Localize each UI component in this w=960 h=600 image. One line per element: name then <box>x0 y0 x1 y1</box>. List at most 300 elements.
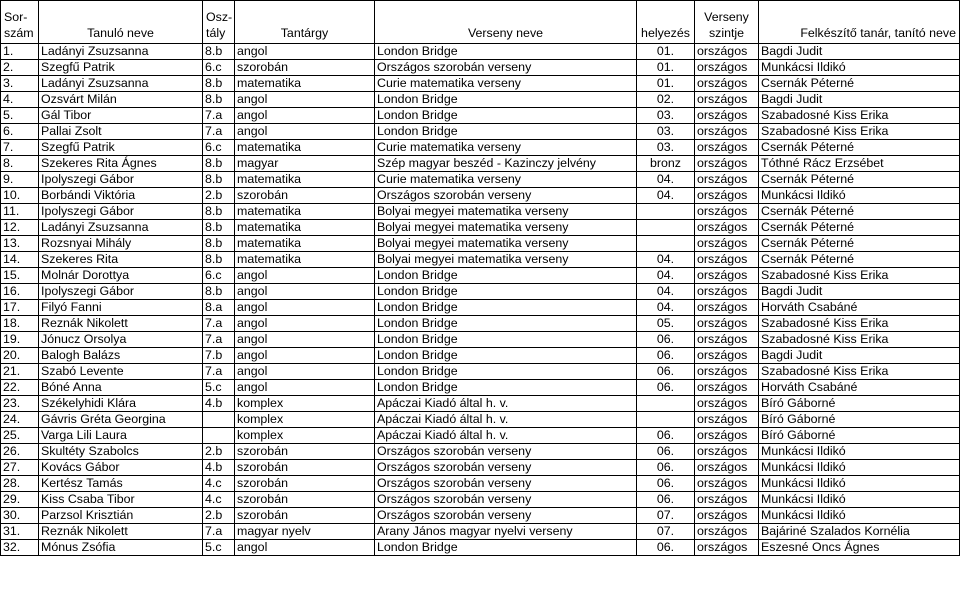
class-cell: 7.a <box>203 316 235 332</box>
contest-name-cell: London Bridge <box>375 316 637 332</box>
student-name-cell: Szegfű Patrik <box>39 140 203 156</box>
teacher-name-cell: Bagdi Judit <box>759 284 960 300</box>
table-row <box>1 172 960 188</box>
teacher-name-cell: Horváth Csabáné <box>759 300 960 316</box>
class-cell: 7.a <box>203 524 235 540</box>
subject-cell: angol <box>235 44 375 60</box>
table-row <box>1 268 960 284</box>
header-contest: Verseny neve <box>375 1 637 44</box>
contest-level-cell: országos <box>695 92 759 108</box>
table-row <box>1 236 960 252</box>
subject-cell: angol <box>235 300 375 316</box>
placement-cell: 03. <box>637 108 695 124</box>
contest-level-cell: országos <box>695 300 759 316</box>
table-row <box>1 252 960 268</box>
row-number-cell: 4. <box>1 92 39 108</box>
student-name-cell: Székelyhidi Klára <box>39 396 203 412</box>
class-cell: 7.b <box>203 348 235 364</box>
header-class-line1: Osz- <box>206 10 233 24</box>
subject-cell: matematika <box>235 76 375 92</box>
teacher-name-cell: Bajáriné Szalados Kornélia <box>759 524 960 540</box>
contest-name-cell: Országos szorobán verseny <box>375 508 637 524</box>
placement-cell: 01. <box>637 76 695 92</box>
contest-name-cell: Curie matematika verseny <box>375 76 637 92</box>
placement-cell: 06. <box>637 476 695 492</box>
placement-cell: 03. <box>637 140 695 156</box>
header-level-line2: szintje <box>708 26 745 40</box>
contest-level-cell: országos <box>695 492 759 508</box>
student-name-cell: Ozsvárt Milán <box>39 92 203 108</box>
table-row <box>1 396 960 412</box>
row-number-cell: 16. <box>1 284 39 300</box>
contest-level-cell: országos <box>695 396 759 412</box>
contest-level-cell: országos <box>695 44 759 60</box>
subject-cell: angol <box>235 380 375 396</box>
subject-cell: matematika <box>235 236 375 252</box>
placement-cell <box>637 204 695 220</box>
teacher-name-cell: Munkácsi Ildikó <box>759 60 960 76</box>
contest-name-cell: Bolyai megyei matematika verseny <box>375 220 637 236</box>
subject-cell: szorobán <box>235 492 375 508</box>
table-body <box>1 44 960 556</box>
subject-cell: angol <box>235 540 375 556</box>
header-class <box>203 1 235 44</box>
contest-level-cell: országos <box>695 284 759 300</box>
table-row <box>1 204 960 220</box>
placement-cell: 03. <box>637 124 695 140</box>
header-level-line1: Verseny <box>704 10 749 24</box>
placement-cell: 05. <box>637 316 695 332</box>
contest-name-cell: Curie matematika verseny <box>375 140 637 156</box>
class-cell: 5.c <box>203 380 235 396</box>
class-cell: 8.b <box>203 204 235 220</box>
contest-level-cell: országos <box>695 412 759 428</box>
table-row <box>1 44 960 60</box>
row-number-cell: 10. <box>1 188 39 204</box>
contest-name-cell: Bolyai megyei matematika verseny <box>375 252 637 268</box>
student-name-cell: Gávris Gréta Georgina <box>39 412 203 428</box>
subject-cell: angol <box>235 268 375 284</box>
contest-level-cell: országos <box>695 60 759 76</box>
class-cell: 6.c <box>203 268 235 284</box>
class-cell: 5.c <box>203 540 235 556</box>
student-name-cell: Ipolyszegi Gábor <box>39 172 203 188</box>
placement-cell: 02. <box>637 92 695 108</box>
row-number-cell: 18. <box>1 316 39 332</box>
contest-name-cell: Országos szorobán verseny <box>375 476 637 492</box>
contest-name-cell: Országos szorobán verseny <box>375 460 637 476</box>
contest-name-cell: London Bridge <box>375 284 637 300</box>
contest-level-cell: országos <box>695 476 759 492</box>
contest-name-cell: Bolyai megyei matematika verseny <box>375 204 637 220</box>
teacher-name-cell: Csernák Péterné <box>759 236 960 252</box>
teacher-name-cell: Szabadosné Kiss Erika <box>759 268 960 284</box>
student-name-cell: Balogh Balázs <box>39 348 203 364</box>
table-row <box>1 444 960 460</box>
row-number-cell: 21. <box>1 364 39 380</box>
placement-cell <box>637 236 695 252</box>
class-cell: 8.b <box>203 252 235 268</box>
row-number-cell: 17. <box>1 300 39 316</box>
table-row <box>1 188 960 204</box>
student-name-cell: Jónucz Orsolya <box>39 332 203 348</box>
header-place: helyezés <box>637 1 695 44</box>
contest-name-cell: London Bridge <box>375 44 637 60</box>
row-number-cell: 9. <box>1 172 39 188</box>
teacher-name-cell: Bíró Gáborné <box>759 396 960 412</box>
contest-level-cell: országos <box>695 204 759 220</box>
contest-name-cell: London Bridge <box>375 380 637 396</box>
table-row <box>1 156 960 172</box>
teacher-name-cell: Munkácsi Ildikó <box>759 476 960 492</box>
class-cell: 8.a <box>203 300 235 316</box>
row-number-cell: 29. <box>1 492 39 508</box>
student-name-cell: Ladányi Zsuzsanna <box>39 220 203 236</box>
subject-cell: szorobán <box>235 508 375 524</box>
row-number-cell: 26. <box>1 444 39 460</box>
contest-level-cell: országos <box>695 444 759 460</box>
table-row <box>1 540 960 556</box>
table-row <box>1 492 960 508</box>
subject-cell: matematika <box>235 252 375 268</box>
row-number-cell: 27. <box>1 460 39 476</box>
row-number-cell: 14. <box>1 252 39 268</box>
row-number-cell: 11. <box>1 204 39 220</box>
class-cell: 7.a <box>203 108 235 124</box>
placement-cell: 06. <box>637 428 695 444</box>
table-row <box>1 108 960 124</box>
teacher-name-cell: Szabadosné Kiss Erika <box>759 316 960 332</box>
placement-cell: 07. <box>637 508 695 524</box>
table-row <box>1 300 960 316</box>
placement-cell: 04. <box>637 268 695 284</box>
teacher-name-cell: Szabadosné Kiss Erika <box>759 364 960 380</box>
header-num-line2: szám <box>4 26 34 40</box>
class-cell <box>203 428 235 444</box>
contest-name-cell: London Bridge <box>375 268 637 284</box>
teacher-name-cell: Horváth Csabáné <box>759 380 960 396</box>
header-class-line2: tály <box>206 26 226 40</box>
contest-level-cell: országos <box>695 124 759 140</box>
table-row <box>1 124 960 140</box>
placement-cell: 04. <box>637 172 695 188</box>
student-name-cell: Szegfű Patrik <box>39 60 203 76</box>
table-row <box>1 364 960 380</box>
class-cell: 8.b <box>203 172 235 188</box>
contest-name-cell: London Bridge <box>375 540 637 556</box>
row-number-cell: 1. <box>1 44 39 60</box>
contest-level-cell: országos <box>695 524 759 540</box>
teacher-name-cell: Szabadosné Kiss Erika <box>759 332 960 348</box>
row-number-cell: 25. <box>1 428 39 444</box>
placement-cell: 06. <box>637 444 695 460</box>
contest-level-cell: országos <box>695 508 759 524</box>
placement-cell <box>637 412 695 428</box>
teacher-name-cell: Munkácsi Ildikó <box>759 188 960 204</box>
header-name: Tanuló neve <box>39 1 203 44</box>
table-row <box>1 284 960 300</box>
teacher-name-cell: Csernák Péterné <box>759 204 960 220</box>
student-name-cell: Molnár Dorottya <box>39 268 203 284</box>
placement-cell: 04. <box>637 300 695 316</box>
subject-cell: angol <box>235 108 375 124</box>
subject-cell: angol <box>235 348 375 364</box>
class-cell: 2.b <box>203 508 235 524</box>
teacher-name-cell: Bíró Gáborné <box>759 428 960 444</box>
contest-level-cell: országos <box>695 428 759 444</box>
teacher-name-cell: Tóthné Rácz Erzsébet <box>759 156 960 172</box>
student-name-cell: Varga Lili Laura <box>39 428 203 444</box>
table-row <box>1 508 960 524</box>
row-number-cell: 28. <box>1 476 39 492</box>
student-name-cell: Rozsnyai Mihály <box>39 236 203 252</box>
class-cell: 4.c <box>203 476 235 492</box>
table-row <box>1 76 960 92</box>
contest-name-cell: London Bridge <box>375 92 637 108</box>
row-number-cell: 3. <box>1 76 39 92</box>
table-row <box>1 92 960 108</box>
placement-cell: 06. <box>637 348 695 364</box>
teacher-name-cell: Bagdi Judit <box>759 44 960 60</box>
contest-name-cell: London Bridge <box>375 300 637 316</box>
class-cell: 7.a <box>203 364 235 380</box>
placement-cell: bronz <box>637 156 695 172</box>
class-cell: 7.a <box>203 332 235 348</box>
contest-name-cell: Arany János magyar nyelvi verseny <box>375 524 637 540</box>
row-number-cell: 23. <box>1 396 39 412</box>
student-name-cell: Ladányi Zsuzsanna <box>39 44 203 60</box>
teacher-name-cell: Munkácsi Ildikó <box>759 460 960 476</box>
contest-level-cell: országos <box>695 220 759 236</box>
student-name-cell: Bóné Anna <box>39 380 203 396</box>
class-cell: 8.b <box>203 44 235 60</box>
teacher-name-cell: Szabadosné Kiss Erika <box>759 124 960 140</box>
student-name-cell: Ipolyszegi Gábor <box>39 204 203 220</box>
class-cell <box>203 412 235 428</box>
subject-cell: angol <box>235 332 375 348</box>
header-teacher: Felkészítő tanár, tanító neve <box>759 1 960 44</box>
student-name-cell: Kertész Tamás <box>39 476 203 492</box>
teacher-name-cell: Bagdi Judit <box>759 92 960 108</box>
subject-cell: angol <box>235 124 375 140</box>
student-name-cell: Skultéty Szabolcs <box>39 444 203 460</box>
table-row <box>1 524 960 540</box>
row-number-cell: 7. <box>1 140 39 156</box>
contest-level-cell: országos <box>695 252 759 268</box>
contest-level-cell: országos <box>695 172 759 188</box>
subject-cell: angol <box>235 92 375 108</box>
teacher-name-cell: Bíró Gáborné <box>759 412 960 428</box>
contest-level-cell: országos <box>695 364 759 380</box>
placement-cell: 01. <box>637 44 695 60</box>
table-row <box>1 460 960 476</box>
subject-cell: angol <box>235 316 375 332</box>
contest-level-cell: országos <box>695 140 759 156</box>
placement-cell: 06. <box>637 332 695 348</box>
table-row <box>1 428 960 444</box>
contest-level-cell: országos <box>695 460 759 476</box>
teacher-name-cell: Munkácsi Ildikó <box>759 492 960 508</box>
placement-cell: 04. <box>637 252 695 268</box>
table-row <box>1 380 960 396</box>
placement-cell: 06. <box>637 492 695 508</box>
contest-name-cell: Szép magyar beszéd - Kazinczy jelvény <box>375 156 637 172</box>
placement-cell: 06. <box>637 380 695 396</box>
contest-level-cell: országos <box>695 236 759 252</box>
contest-name-cell: London Bridge <box>375 348 637 364</box>
contest-name-cell: London Bridge <box>375 332 637 348</box>
header-num-line1: Sor- <box>4 10 28 24</box>
contest-level-cell: országos <box>695 156 759 172</box>
table-row <box>1 60 960 76</box>
subject-cell: magyar <box>235 156 375 172</box>
row-number-cell: 13. <box>1 236 39 252</box>
subject-cell: komplex <box>235 396 375 412</box>
table-row <box>1 220 960 236</box>
class-cell: 6.c <box>203 140 235 156</box>
teacher-name-cell: Csernák Péterné <box>759 140 960 156</box>
row-number-cell: 22. <box>1 380 39 396</box>
contest-name-cell: Országos szorobán verseny <box>375 492 637 508</box>
teacher-name-cell: Eszesné Oncs Ágnes <box>759 540 960 556</box>
subject-cell: matematika <box>235 140 375 156</box>
contest-level-cell: országos <box>695 316 759 332</box>
student-name-cell: Parzsol Krisztián <box>39 508 203 524</box>
row-number-cell: 2. <box>1 60 39 76</box>
teacher-name-cell: Csernák Péterné <box>759 76 960 92</box>
student-name-cell: Reznák Nikolett <box>39 524 203 540</box>
table-row <box>1 348 960 364</box>
subject-cell: magyar nyelv <box>235 524 375 540</box>
class-cell: 8.b <box>203 156 235 172</box>
contest-level-cell: országos <box>695 332 759 348</box>
row-number-cell: 32. <box>1 540 39 556</box>
teacher-name-cell: Munkácsi Ildikó <box>759 508 960 524</box>
student-name-cell: Ladányi Zsuzsanna <box>39 76 203 92</box>
subject-cell: szorobán <box>235 476 375 492</box>
class-cell: 2.b <box>203 188 235 204</box>
subject-cell: szorobán <box>235 444 375 460</box>
contest-name-cell: Bolyai megyei matematika verseny <box>375 236 637 252</box>
placement-cell: 04. <box>637 188 695 204</box>
student-name-cell: Gál Tibor <box>39 108 203 124</box>
contest-name-cell: Országos szorobán verseny <box>375 444 637 460</box>
student-name-cell: Szabó Levente <box>39 364 203 380</box>
row-number-cell: 19. <box>1 332 39 348</box>
class-cell: 4.c <box>203 492 235 508</box>
subject-cell: szorobán <box>235 60 375 76</box>
contest-name-cell: London Bridge <box>375 108 637 124</box>
contest-level-cell: országos <box>695 380 759 396</box>
contest-level-cell: országos <box>695 108 759 124</box>
class-cell: 8.b <box>203 92 235 108</box>
student-name-cell: Kovács Gábor <box>39 460 203 476</box>
class-cell: 8.b <box>203 284 235 300</box>
contest-level-cell: országos <box>695 540 759 556</box>
class-cell: 8.b <box>203 76 235 92</box>
class-cell: 8.b <box>203 220 235 236</box>
row-number-cell: 12. <box>1 220 39 236</box>
teacher-name-cell: Bagdi Judit <box>759 348 960 364</box>
class-cell: 2.b <box>203 444 235 460</box>
student-name-cell: Reznák Nikolett <box>39 316 203 332</box>
subject-cell: angol <box>235 364 375 380</box>
teacher-name-cell: Szabadosné Kiss Erika <box>759 108 960 124</box>
subject-cell: szorobán <box>235 188 375 204</box>
teacher-name-cell: Csernák Péterné <box>759 172 960 188</box>
contest-name-cell: Országos szorobán verseny <box>375 60 637 76</box>
contest-name-cell: London Bridge <box>375 124 637 140</box>
teacher-name-cell: Csernák Péterné <box>759 252 960 268</box>
contest-name-cell: Apáczai Kiadó által h. v. <box>375 428 637 444</box>
contest-name-cell: Apáczai Kiadó által h. v. <box>375 396 637 412</box>
header-level <box>695 1 759 44</box>
student-name-cell: Kiss Csaba Tibor <box>39 492 203 508</box>
placement-cell: 06. <box>637 364 695 380</box>
student-name-cell: Filyó Fanni <box>39 300 203 316</box>
header-num <box>1 1 39 44</box>
student-name-cell: Pallai Zsolt <box>39 124 203 140</box>
teacher-name-cell: Csernák Péterné <box>759 220 960 236</box>
contest-name-cell: Országos szorobán verseny <box>375 188 637 204</box>
contest-name-cell: Apáczai Kiadó által h. v. <box>375 412 637 428</box>
row-number-cell: 5. <box>1 108 39 124</box>
placement-cell: 04. <box>637 284 695 300</box>
placement-cell: 06. <box>637 540 695 556</box>
subject-cell: angol <box>235 284 375 300</box>
subject-cell: komplex <box>235 412 375 428</box>
table-row <box>1 316 960 332</box>
subject-cell: matematika <box>235 204 375 220</box>
row-number-cell: 6. <box>1 124 39 140</box>
contest-name-cell: London Bridge <box>375 364 637 380</box>
row-number-cell: 30. <box>1 508 39 524</box>
class-cell: 4.b <box>203 460 235 476</box>
class-cell: 6.c <box>203 60 235 76</box>
row-number-cell: 8. <box>1 156 39 172</box>
placement-cell: 01. <box>637 60 695 76</box>
teacher-name-cell: Munkácsi Ildikó <box>759 444 960 460</box>
class-cell: 4.b <box>203 396 235 412</box>
row-number-cell: 24. <box>1 412 39 428</box>
table-row <box>1 412 960 428</box>
header-subject: Tantárgy <box>235 1 375 44</box>
row-number-cell: 20. <box>1 348 39 364</box>
table-row <box>1 332 960 348</box>
contest-name-cell: Curie matematika verseny <box>375 172 637 188</box>
header-row <box>1 1 960 44</box>
student-name-cell: Szekeres Rita <box>39 252 203 268</box>
placement-cell: 06. <box>637 460 695 476</box>
class-cell: 8.b <box>203 236 235 252</box>
subject-cell: matematika <box>235 220 375 236</box>
student-name-cell: Szekeres Rita Ágnes <box>39 156 203 172</box>
table-row <box>1 140 960 156</box>
student-name-cell: Ipolyszegi Gábor <box>39 284 203 300</box>
subject-cell: komplex <box>235 428 375 444</box>
contest-level-cell: országos <box>695 76 759 92</box>
table-row <box>1 476 960 492</box>
row-number-cell: 31. <box>1 524 39 540</box>
placement-cell: 07. <box>637 524 695 540</box>
contest-level-cell: országos <box>695 268 759 284</box>
student-name-cell: Mónus Zsófia <box>39 540 203 556</box>
subject-cell: szorobán <box>235 460 375 476</box>
class-cell: 7.a <box>203 124 235 140</box>
contest-level-cell: országos <box>695 348 759 364</box>
placement-cell <box>637 396 695 412</box>
subject-cell: matematika <box>235 172 375 188</box>
